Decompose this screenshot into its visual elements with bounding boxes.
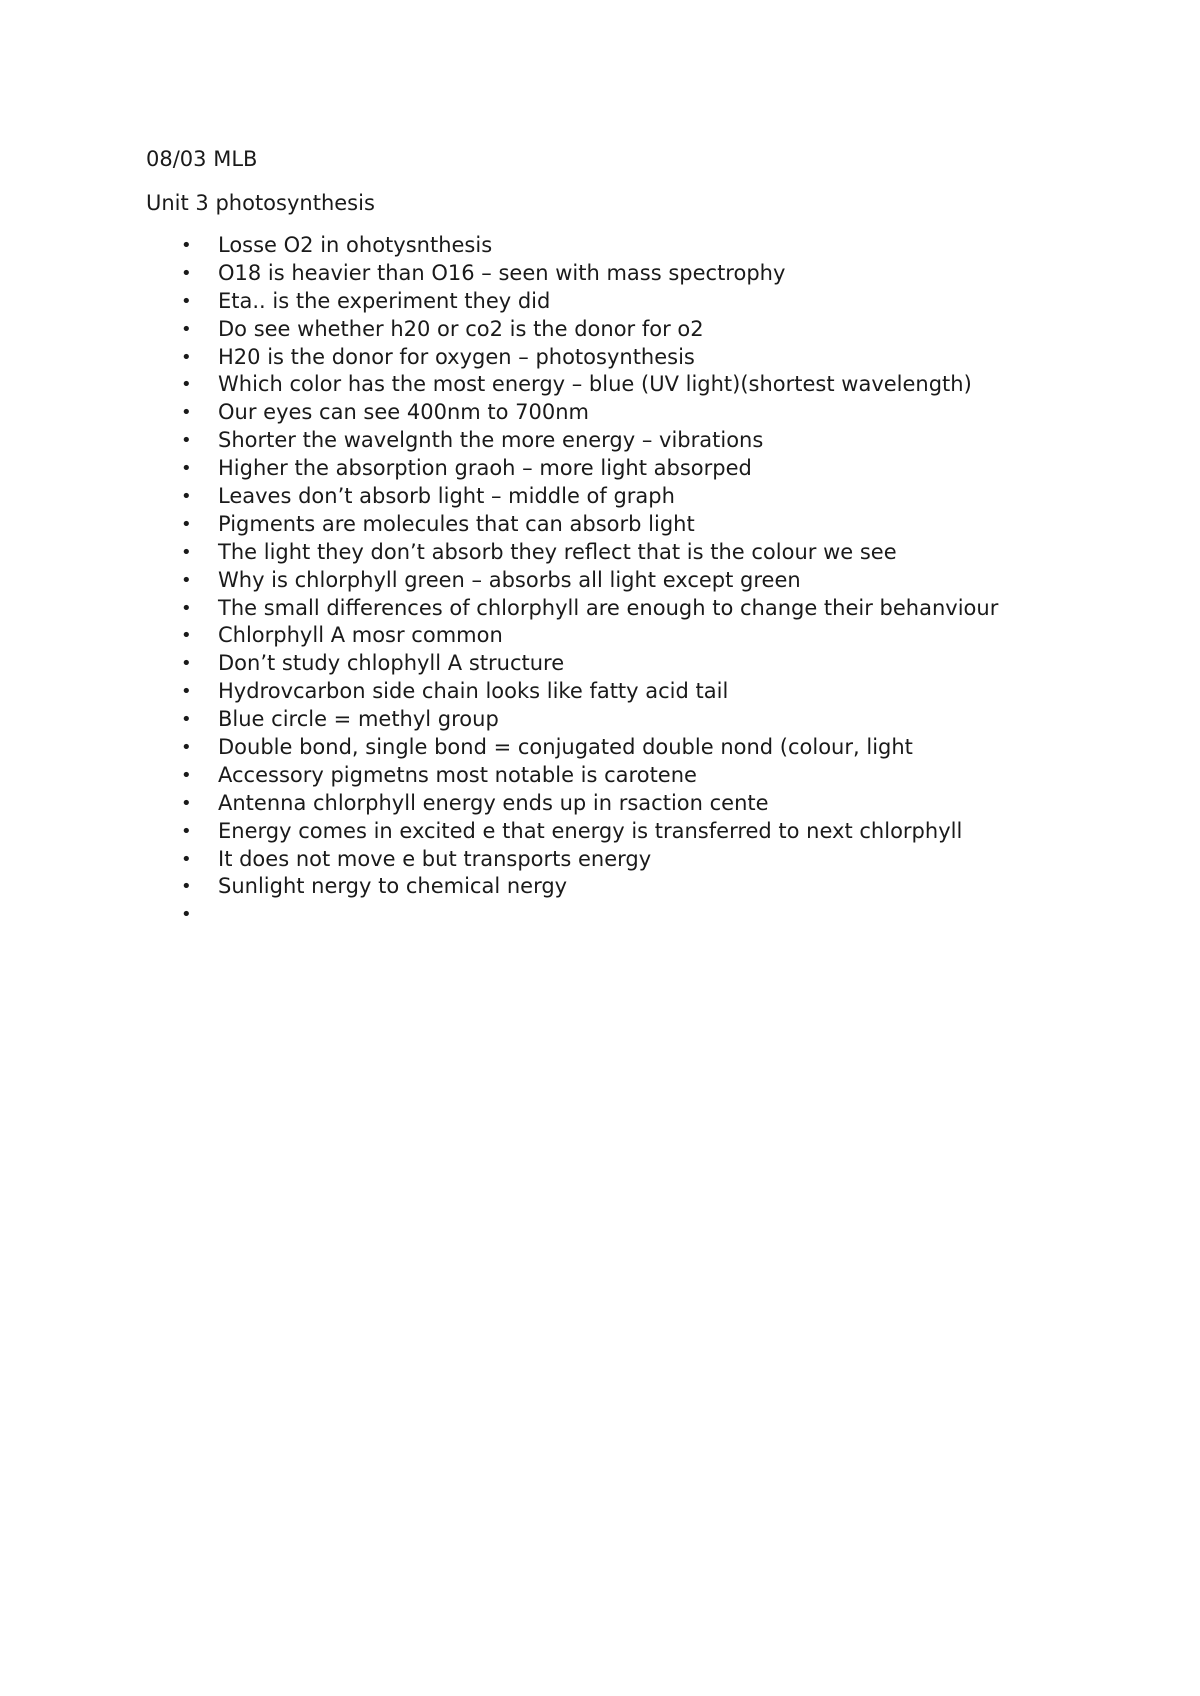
bullet-icon: • xyxy=(181,681,192,703)
bullet-icon: • xyxy=(181,458,192,480)
note-text: Hydrovcarbon side chain looks like fatty acid tail xyxy=(218,679,729,704)
bullet-icon: • xyxy=(181,290,192,312)
bullet-icon: • xyxy=(181,430,192,452)
note-text: Our eyes can see 400nm to 700nm xyxy=(218,400,590,425)
note-text: Double bond, single bond = conjugated double nond (colour, light xyxy=(218,735,913,760)
bullet-icon: • xyxy=(181,848,192,870)
date-line: 08/03 MLB xyxy=(146,147,258,171)
bullet-icon: • xyxy=(181,653,192,675)
note-text: Chlorphyll A mosr common xyxy=(218,623,503,648)
note-text: Blue circle = methyl group xyxy=(218,707,499,732)
note-text: Leaves don’t absorb light – middle of graph xyxy=(218,484,675,509)
bullet-icon: • xyxy=(181,374,192,396)
note-text: Why is chlorphyll green – absorbs all light except green xyxy=(218,567,801,592)
note-text: Losse O2 in ohotysnthesis xyxy=(218,233,493,257)
bullet-icon: • xyxy=(181,235,192,256)
bullet-icon: • xyxy=(181,625,192,647)
note-text: Do see whether h20 or co2 is the donor for o2 xyxy=(218,316,704,341)
note-text: Which color has the most energy – blue (UV light)(shortest wavelength) xyxy=(218,372,972,397)
note-text: Don’t study chlophyll A structure xyxy=(218,651,565,676)
bullet-icon: • xyxy=(181,346,192,368)
bullet-icon: • xyxy=(181,569,192,591)
note-text: The light they don’t absorb they reflect that is the colour we see xyxy=(218,539,897,564)
bullet-icon: • xyxy=(181,737,192,759)
note-text: O18 is heavier than O16 – seen with mass spectrophy xyxy=(218,260,786,285)
bullet-icon: • xyxy=(181,597,192,619)
bullet-icon: • xyxy=(181,904,192,926)
document-title: Unit 3 photosynthesis xyxy=(146,191,375,215)
note-text: Eta.. is the experiment they did xyxy=(218,288,551,313)
bullet-icon: • xyxy=(181,820,192,842)
note-text: Accessory pigmetns most notable is carotene xyxy=(218,762,697,787)
bullet-icon: • xyxy=(181,709,192,731)
bullet-icon: • xyxy=(181,792,192,814)
bullet-icon: • xyxy=(181,513,192,535)
bullet-icon: • xyxy=(181,486,192,508)
bullet-icon: • xyxy=(181,876,192,898)
note-text: Shorter the wavelgnth the more energy – vibrations xyxy=(218,428,764,453)
bullet-icon: • xyxy=(181,764,192,786)
bullet-icon: • xyxy=(181,318,192,340)
bullet-icon: • xyxy=(181,402,192,424)
note-text: The small differences of chlorphyll are enough to change their behanviour xyxy=(218,595,999,620)
note-text: Antenna chlorphyll energy ends up in rsaction cente xyxy=(218,790,769,815)
note-text: Higher the absorption graoh – more light absorped xyxy=(218,456,752,481)
note-text: Pigments are molecules that can absorb light xyxy=(218,511,695,536)
bullet-icon: • xyxy=(181,541,192,563)
note-text: Energy comes in excited e that energy is transferred to next chlorphyll xyxy=(218,818,963,843)
note-text: H20 is the donor for oxygen – photosynthesis xyxy=(218,344,695,369)
bullet-icon: • xyxy=(181,262,192,284)
note-text: It does not move e but transports energy xyxy=(218,846,652,871)
note-text: Sunlight nergy to chemical nergy xyxy=(218,874,568,899)
